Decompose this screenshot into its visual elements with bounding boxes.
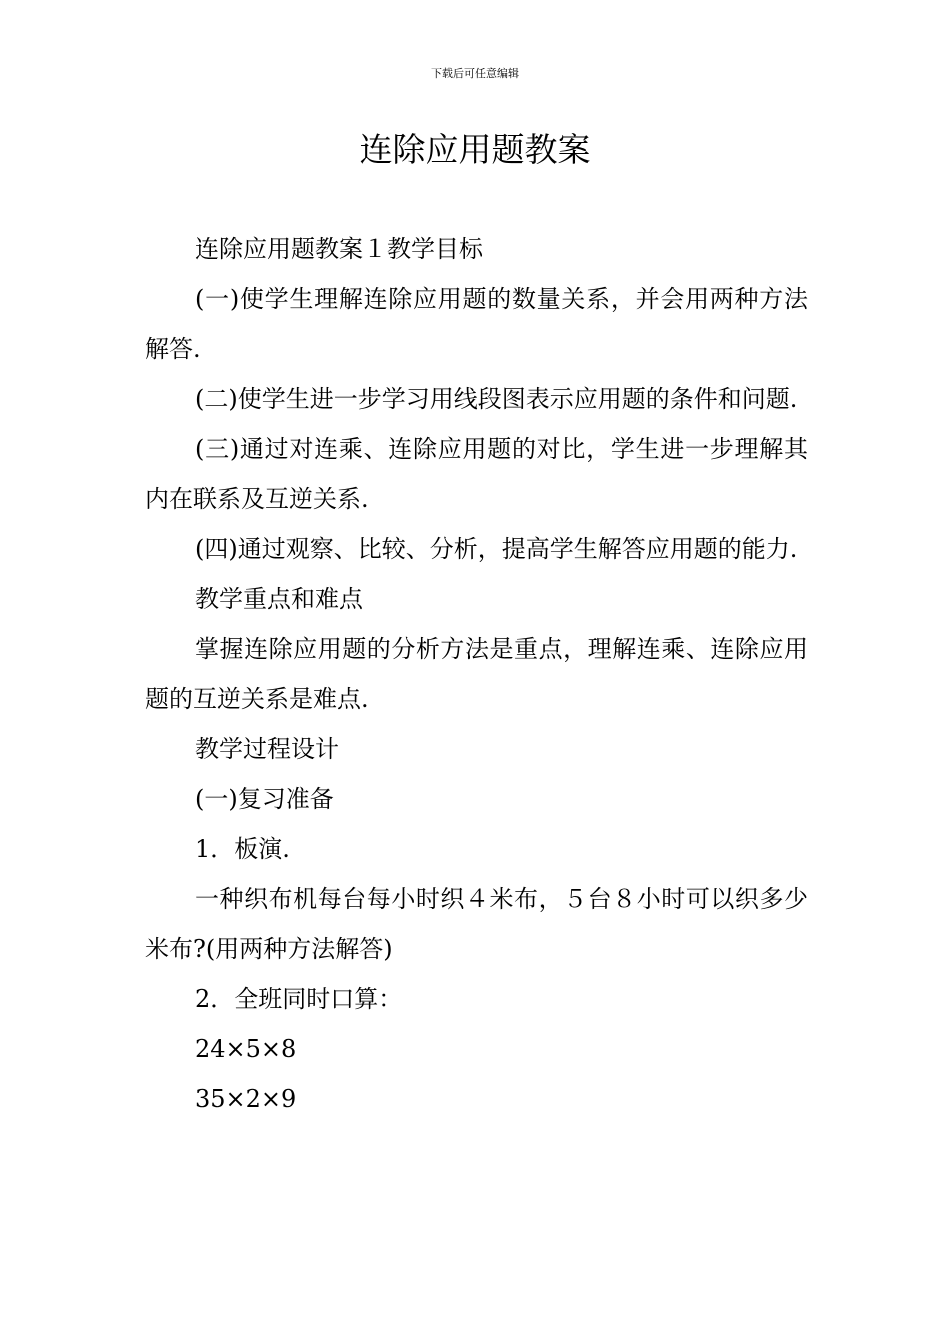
- paragraph-goal-2: (二)使学生进一步学习用线段图表示应用题的条件和问题.: [195, 385, 798, 413]
- paragraph-lesson-heading: 连除应用题教案１教学目标: [195, 235, 483, 263]
- paragraph-key-points: 掌握连除应用题的分析方法是重点，理解连乘、连除应用题的互逆关系是难点.: [145, 635, 808, 713]
- paragraph-goal-3: (三)通过对连乘、连除应用题的对比，学生进一步理解其内在联系及互逆关系.: [145, 435, 808, 513]
- document-body: [145, 224, 808, 1124]
- document-title: 连除应用题教案: [359, 130, 591, 169]
- section-heading-key-points: 教学重点和难点: [195, 585, 363, 613]
- list-item-oral-calc: 2．全班同时口算：: [195, 985, 403, 1013]
- expression-1: 24×5×8: [195, 1035, 297, 1063]
- subsection-review: (一)复习准备: [195, 785, 334, 813]
- paragraph-goal-1: (一)使学生理解连除应用题的数量关系，并会用两种方法解答.: [145, 285, 808, 363]
- paragraph-goal-4: (四)通过观察、比较、分析，提高学生解答应用题的能力.: [195, 535, 798, 563]
- paragraph-problem: 一种织布机每台每小时织４米布，５台８小时可以织多少米布?(用两种方法解答): [145, 885, 808, 963]
- header-note: 下载后可任意编辑: [431, 67, 519, 80]
- section-heading-process: 教学过程设计: [195, 735, 339, 763]
- list-item-board: 1．板演.: [195, 835, 290, 863]
- expression-2: 35×2×9: [195, 1085, 297, 1113]
